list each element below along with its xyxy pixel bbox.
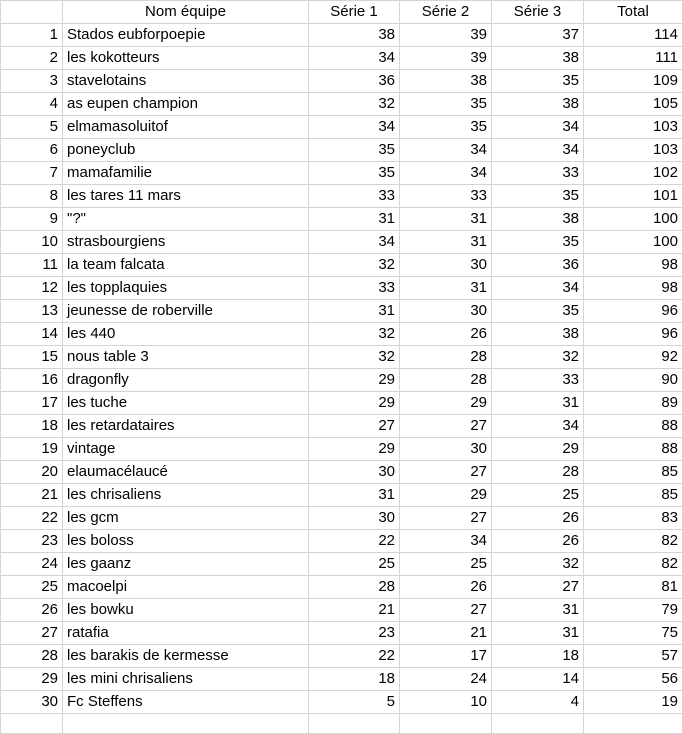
rank-cell[interactable]: 21 [1, 484, 63, 507]
table-row [1, 231, 682, 254]
total-cell[interactable]: 88 [584, 415, 682, 438]
rank-cell[interactable]: 4 [1, 93, 63, 116]
series-2-cell[interactable]: 34 [400, 162, 492, 185]
series-2-cell[interactable]: 25 [400, 553, 492, 576]
team-name-cell[interactable]: poneyclub [63, 139, 309, 162]
series-1-cell[interactable]: 32 [309, 323, 400, 346]
total-cell[interactable]: 81 [584, 576, 682, 599]
table-row [1, 645, 682, 668]
team-name-cell[interactable]: vintage [63, 438, 309, 461]
table-row [1, 185, 682, 208]
total-cell[interactable]: 111 [584, 47, 682, 70]
team-name-cell[interactable]: les barakis de kermesse [63, 645, 309, 668]
series-2-cell[interactable]: 39 [400, 24, 492, 47]
total-cell[interactable]: 75 [584, 622, 682, 645]
total-cell[interactable]: 85 [584, 461, 682, 484]
total-cell[interactable]: 98 [584, 254, 682, 277]
team-name-cell[interactable]: les retardataires [63, 415, 309, 438]
series-1-cell[interactable]: 22 [309, 645, 400, 668]
total-cell[interactable]: 88 [584, 438, 682, 461]
rank-cell[interactable]: 2 [1, 47, 63, 70]
total-cell[interactable]: 102 [584, 162, 682, 185]
header-row [1, 1, 682, 24]
series-2-cell[interactable]: 26 [400, 323, 492, 346]
rank-cell[interactable]: 7 [1, 162, 63, 185]
rank-cell[interactable]: 17 [1, 392, 63, 415]
total-cell[interactable]: 79 [584, 599, 682, 622]
total-cell[interactable]: 82 [584, 553, 682, 576]
table-row [1, 461, 682, 484]
series-3-cell[interactable]: 31 [492, 392, 584, 415]
series-1-cell[interactable]: 29 [309, 369, 400, 392]
series-1-cell[interactable]: 34 [309, 47, 400, 70]
series-2-cell[interactable]: 31 [400, 208, 492, 231]
series-3-cell[interactable]: 34 [492, 277, 584, 300]
table-row [1, 323, 682, 346]
rank-cell[interactable]: 25 [1, 576, 63, 599]
series-3-cell[interactable]: 28 [492, 461, 584, 484]
empty-cell[interactable] [63, 714, 309, 734]
table-row [1, 254, 682, 277]
total-cell[interactable]: 101 [584, 185, 682, 208]
table-row [1, 599, 682, 622]
series-1-cell[interactable]: 35 [309, 139, 400, 162]
rank-cell[interactable]: 3 [1, 70, 63, 93]
series-3-cell[interactable]: 34 [492, 116, 584, 139]
series-3-cell[interactable]: 37 [492, 24, 584, 47]
series-1-cell[interactable]: 30 [309, 461, 400, 484]
empty-cell[interactable] [492, 714, 584, 734]
rank-cell[interactable]: 24 [1, 553, 63, 576]
series-2-cell[interactable]: 10 [400, 691, 492, 714]
series-3-cell[interactable]: 35 [492, 300, 584, 323]
total-cell[interactable]: 57 [584, 645, 682, 668]
rank-cell[interactable]: 30 [1, 691, 63, 714]
total-cell[interactable]: 56 [584, 668, 682, 691]
header-cell-series-2[interactable]: Série 2 [400, 1, 492, 24]
series-3-cell[interactable]: 31 [492, 599, 584, 622]
total-cell[interactable]: 98 [584, 277, 682, 300]
series-3-cell[interactable]: 34 [492, 415, 584, 438]
total-cell[interactable]: 114 [584, 24, 682, 47]
series-2-cell[interactable]: 33 [400, 185, 492, 208]
total-cell[interactable]: 100 [584, 208, 682, 231]
team-name-cell[interactable]: jeunesse de roberville [63, 300, 309, 323]
table-row [1, 438, 682, 461]
series-3-cell[interactable]: 38 [492, 93, 584, 116]
team-name-cell[interactable]: "?" [63, 208, 309, 231]
series-2-cell[interactable]: 29 [400, 484, 492, 507]
series-2-cell[interactable]: 30 [400, 254, 492, 277]
team-name-cell[interactable]: ratafia [63, 622, 309, 645]
series-3-cell[interactable]: 29 [492, 438, 584, 461]
empty-cell[interactable] [400, 714, 492, 734]
table-row [1, 576, 682, 599]
team-name-cell[interactable]: les 440 [63, 323, 309, 346]
series-1-cell[interactable]: 32 [309, 254, 400, 277]
series-3-cell[interactable]: 31 [492, 622, 584, 645]
table-row [1, 691, 682, 714]
rank-cell[interactable]: 14 [1, 323, 63, 346]
total-cell[interactable]: 96 [584, 323, 682, 346]
total-cell[interactable]: 89 [584, 392, 682, 415]
series-2-cell[interactable]: 28 [400, 346, 492, 369]
series-1-cell[interactable]: 31 [309, 484, 400, 507]
header-cell-series-1[interactable]: Série 1 [309, 1, 400, 24]
team-name-cell[interactable]: les gcm [63, 507, 309, 530]
series-3-cell[interactable]: 14 [492, 668, 584, 691]
series-1-cell[interactable]: 5 [309, 691, 400, 714]
table-row [1, 369, 682, 392]
team-name-cell[interactable]: as eupen champion [63, 93, 309, 116]
rank-cell[interactable]: 8 [1, 185, 63, 208]
rank-cell[interactable]: 15 [1, 346, 63, 369]
table-row [1, 70, 682, 93]
series-1-cell[interactable]: 21 [309, 599, 400, 622]
series-2-cell[interactable]: 29 [400, 392, 492, 415]
series-1-cell[interactable]: 35 [309, 162, 400, 185]
rank-cell[interactable]: 16 [1, 369, 63, 392]
team-name-cell[interactable]: les gaanz [63, 553, 309, 576]
team-name-cell[interactable]: elmamasoluitof [63, 116, 309, 139]
series-1-cell[interactable]: 27 [309, 415, 400, 438]
series-1-cell[interactable]: 33 [309, 185, 400, 208]
total-cell[interactable]: 105 [584, 93, 682, 116]
series-1-cell[interactable]: 31 [309, 300, 400, 323]
table-row [1, 668, 682, 691]
table-row [1, 139, 682, 162]
series-2-cell[interactable]: 27 [400, 415, 492, 438]
rank-cell[interactable]: 5 [1, 116, 63, 139]
series-3-cell[interactable]: 18 [492, 645, 584, 668]
series-2-cell[interactable]: 31 [400, 277, 492, 300]
series-2-cell[interactable]: 26 [400, 576, 492, 599]
series-1-cell[interactable]: 34 [309, 116, 400, 139]
team-name-cell[interactable]: les boloss [63, 530, 309, 553]
table-row [1, 277, 682, 300]
series-2-cell[interactable]: 35 [400, 116, 492, 139]
series-2-cell[interactable]: 35 [400, 93, 492, 116]
team-name-cell[interactable]: macoelpi [63, 576, 309, 599]
team-name-cell[interactable]: strasbourgiens [63, 231, 309, 254]
team-name-cell[interactable]: dragonfly [63, 369, 309, 392]
series-1-cell[interactable]: 29 [309, 392, 400, 415]
team-name-cell[interactable]: les bowku [63, 599, 309, 622]
team-name-cell[interactable]: les kokotteurs [63, 47, 309, 70]
series-3-cell[interactable]: 38 [492, 208, 584, 231]
series-1-cell[interactable]: 30 [309, 507, 400, 530]
series-1-cell[interactable]: 32 [309, 93, 400, 116]
series-1-cell[interactable]: 32 [309, 346, 400, 369]
series-1-cell[interactable]: 18 [309, 668, 400, 691]
total-cell[interactable]: 100 [584, 231, 682, 254]
series-2-cell[interactable]: 21 [400, 622, 492, 645]
table-row [1, 300, 682, 323]
series-1-cell[interactable]: 34 [309, 231, 400, 254]
series-1-cell[interactable]: 36 [309, 70, 400, 93]
series-1-cell[interactable]: 31 [309, 208, 400, 231]
header-cell-total[interactable]: Total [584, 1, 682, 24]
rank-cell[interactable]: 10 [1, 231, 63, 254]
series-3-cell[interactable]: 35 [492, 231, 584, 254]
table-row [1, 93, 682, 116]
series-1-cell[interactable]: 33 [309, 277, 400, 300]
header-cell-series-3[interactable]: Série 3 [492, 1, 584, 24]
table-row [1, 346, 682, 369]
rank-cell[interactable]: 6 [1, 139, 63, 162]
series-1-cell[interactable]: 28 [309, 576, 400, 599]
series-2-cell[interactable]: 27 [400, 507, 492, 530]
total-cell[interactable]: 82 [584, 530, 682, 553]
rank-cell[interactable]: 19 [1, 438, 63, 461]
series-2-cell[interactable]: 28 [400, 369, 492, 392]
total-cell[interactable]: 90 [584, 369, 682, 392]
series-1-cell[interactable]: 22 [309, 530, 400, 553]
rank-cell[interactable]: 13 [1, 300, 63, 323]
series-3-cell[interactable]: 35 [492, 185, 584, 208]
team-name-cell[interactable]: stavelotains [63, 70, 309, 93]
series-2-cell[interactable]: 30 [400, 300, 492, 323]
table-row [1, 162, 682, 185]
series-1-cell[interactable]: 29 [309, 438, 400, 461]
team-name-cell[interactable]: Fc Steffens [63, 691, 309, 714]
team-name-cell[interactable]: les mini chrisaliens [63, 668, 309, 691]
series-1-cell[interactable]: 23 [309, 622, 400, 645]
table-row [1, 415, 682, 438]
rank-cell[interactable]: 18 [1, 415, 63, 438]
table-row [1, 24, 682, 47]
series-3-cell[interactable]: 36 [492, 254, 584, 277]
series-2-cell[interactable]: 38 [400, 70, 492, 93]
series-2-cell[interactable]: 17 [400, 645, 492, 668]
total-cell[interactable]: 96 [584, 300, 682, 323]
table-row [1, 622, 682, 645]
series-1-cell[interactable]: 25 [309, 553, 400, 576]
rank-cell[interactable]: 1 [1, 24, 63, 47]
header-cell-rank[interactable] [1, 1, 63, 24]
team-name-cell[interactable]: la team falcata [63, 254, 309, 277]
empty-cell[interactable] [584, 714, 682, 734]
total-cell[interactable]: 103 [584, 139, 682, 162]
total-cell[interactable]: 92 [584, 346, 682, 369]
total-cell[interactable]: 19 [584, 691, 682, 714]
series-3-cell[interactable]: 25 [492, 484, 584, 507]
team-name-cell[interactable]: Stados eubforpoepie [63, 24, 309, 47]
table-row [1, 530, 682, 553]
series-2-cell[interactable]: 39 [400, 47, 492, 70]
table-row [1, 208, 682, 231]
team-name-cell[interactable]: les tuche [63, 392, 309, 415]
rank-cell[interactable]: 20 [1, 461, 63, 484]
table-row [1, 484, 682, 507]
series-3-cell[interactable]: 38 [492, 47, 584, 70]
rank-cell[interactable]: 11 [1, 254, 63, 277]
series-2-cell[interactable]: 27 [400, 461, 492, 484]
rank-cell[interactable]: 29 [1, 668, 63, 691]
rank-cell[interactable]: 9 [1, 208, 63, 231]
table-row [1, 392, 682, 415]
series-2-cell[interactable]: 27 [400, 599, 492, 622]
series-3-cell[interactable]: 27 [492, 576, 584, 599]
series-2-cell[interactable]: 24 [400, 668, 492, 691]
series-3-cell[interactable]: 33 [492, 162, 584, 185]
team-name-cell[interactable]: les topplaquies [63, 277, 309, 300]
team-name-cell[interactable]: mamafamilie [63, 162, 309, 185]
series-3-cell[interactable]: 35 [492, 70, 584, 93]
series-2-cell[interactable]: 34 [400, 530, 492, 553]
rank-cell[interactable]: 28 [1, 645, 63, 668]
total-cell[interactable]: 103 [584, 116, 682, 139]
rank-cell[interactable]: 12 [1, 277, 63, 300]
series-3-cell[interactable]: 26 [492, 507, 584, 530]
table-row [1, 47, 682, 70]
rank-cell[interactable]: 23 [1, 530, 63, 553]
total-cell[interactable]: 109 [584, 70, 682, 93]
series-3-cell[interactable]: 32 [492, 346, 584, 369]
series-1-cell[interactable]: 38 [309, 24, 400, 47]
empty-cell[interactable] [1, 714, 63, 734]
series-2-cell[interactable]: 34 [400, 139, 492, 162]
header-cell-team-name[interactable]: Nom équipe [63, 1, 309, 24]
series-3-cell[interactable]: 26 [492, 530, 584, 553]
rank-cell[interactable]: 22 [1, 507, 63, 530]
rank-cell[interactable]: 26 [1, 599, 63, 622]
series-2-cell[interactable]: 30 [400, 438, 492, 461]
team-name-cell[interactable]: elaumacélaucé [63, 461, 309, 484]
team-name-cell[interactable]: les tares 11 mars [63, 185, 309, 208]
total-cell[interactable]: 83 [584, 507, 682, 530]
table-row [1, 116, 682, 139]
series-3-cell[interactable]: 4 [492, 691, 584, 714]
series-3-cell[interactable]: 32 [492, 553, 584, 576]
table-row [1, 507, 682, 530]
team-name-cell[interactable]: les chrisaliens [63, 484, 309, 507]
series-2-cell[interactable]: 31 [400, 231, 492, 254]
series-3-cell[interactable]: 33 [492, 369, 584, 392]
rank-cell[interactable]: 27 [1, 622, 63, 645]
team-name-cell[interactable]: nous table 3 [63, 346, 309, 369]
empty-cell[interactable] [309, 714, 400, 734]
empty-row [1, 714, 682, 734]
table-row [1, 553, 682, 576]
series-3-cell[interactable]: 34 [492, 139, 584, 162]
total-cell[interactable]: 85 [584, 484, 682, 507]
series-3-cell[interactable]: 38 [492, 323, 584, 346]
